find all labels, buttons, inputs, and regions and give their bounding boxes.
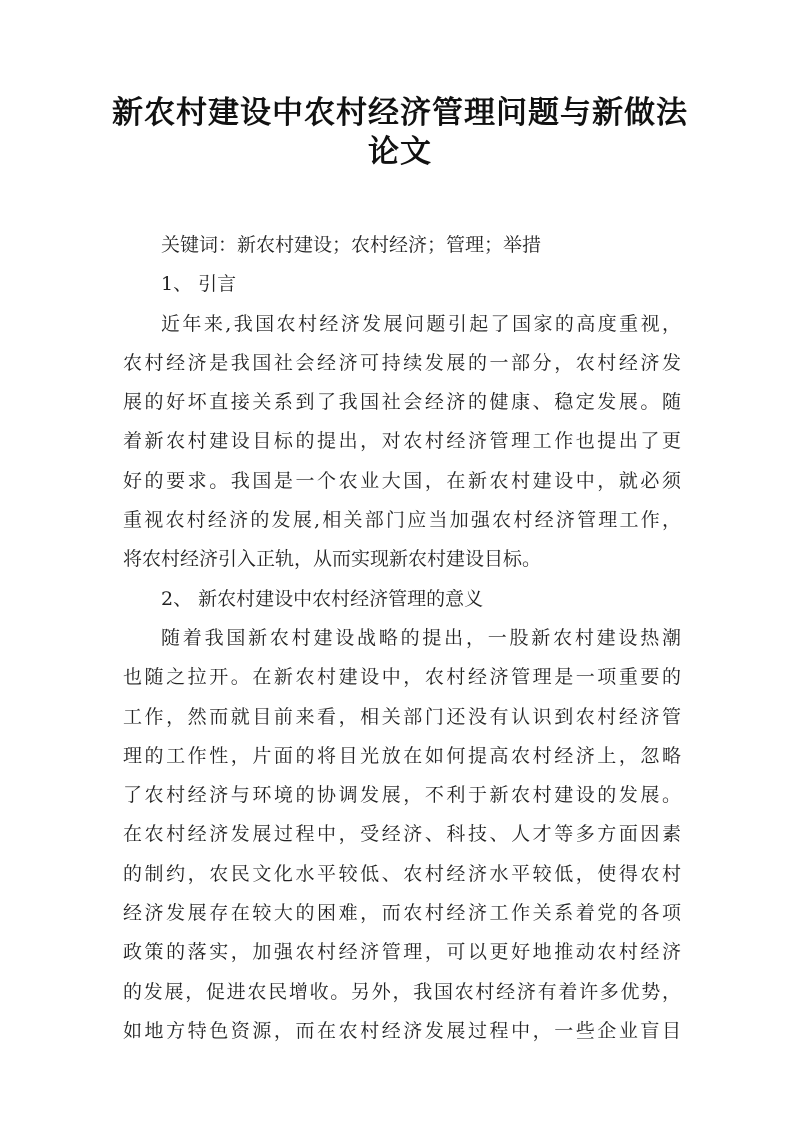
section-2-heading: 2、 新农村建设中农村经济管理的意义 <box>161 587 484 610</box>
paragraph-significance <box>123 619 681 1051</box>
paragraph-line: 着新农村建设目标的提出，对农村经济管理工作也提出了更 <box>123 430 681 453</box>
paragraph-line: 在农村经济发展过程中，受经济、科技、人才等多方面因素 <box>123 823 681 846</box>
paragraph-line: 如地方特色资源，而在农村经济发展过程中，一些企业盲目 <box>123 1019 681 1042</box>
paragraph-line: 的制约，农民文化水平较低、农村经济水平较低，使得农村 <box>123 862 681 885</box>
paragraph-line: 的发展，促进农民增收。另外，我国农村经济有着许多优势， <box>123 980 681 1003</box>
paragraph-line: 也随之拉开。在新农村建设中，农村经济管理是一项重要的 <box>123 666 681 689</box>
section-1-heading: 1、 引言 <box>161 273 237 296</box>
paragraph-line: 了农村经济与环境的协调发展，不利于新农村建设的发展。 <box>123 784 681 807</box>
title-line-1: 新农村建设中农村经济管理问题与新做法 <box>112 95 688 131</box>
paragraph-line: 展的好坏直接关系到了我国社会经济的健康、稳定发展。随 <box>123 391 681 414</box>
title-line-2: 论文 <box>368 134 432 171</box>
paragraph-line: 理的工作性，片面的将目光放在如何提高农村经济上，忽略 <box>123 744 681 767</box>
paragraph-line: 近年来,我国农村经济发展问题引起了国家的高度重视， <box>161 312 681 335</box>
document-body <box>123 226 681 1051</box>
paragraph-line: 重视农村经济的发展,相关部门应当加强农村经济管理工作， <box>123 509 681 532</box>
paragraph-introduction <box>123 305 681 580</box>
keywords-line: 关键词：新农村建设；农村经济；管理；举措 <box>161 234 542 256</box>
paragraph-line: 经济发展存在较大的困难，而农村经济工作关系着党的各项 <box>123 902 681 925</box>
paragraph-line: 政策的落实，加强农村经济管理，可以更好地推动农村经济 <box>123 941 681 964</box>
paragraph-line: 农村经济是我国社会经济可持续发展的一部分，农村经济发 <box>123 351 681 374</box>
paragraph-line: 工作，然而就目前来看，相关部门还没有认识到农村经济管 <box>123 705 681 728</box>
paragraph-line: 随着我国新农村建设战略的提出，一股新农村建设热潮 <box>161 626 681 649</box>
document-title <box>100 94 700 173</box>
paragraph-line: 好的要求。我国是一个农业大国，在新农村建设中，就必须 <box>123 469 681 492</box>
paragraph-line: 将农村经济引入正轨，从而实现新农村建设目标。 <box>123 548 542 571</box>
